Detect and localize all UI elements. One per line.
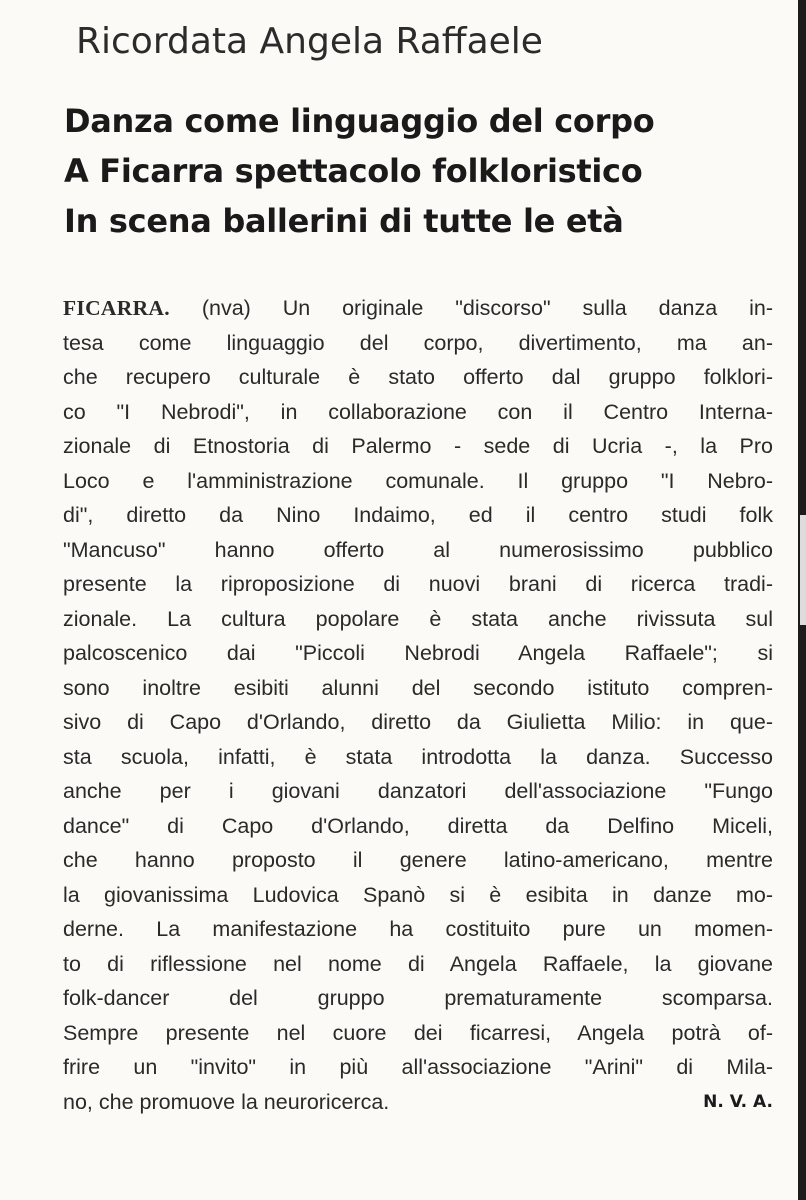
article-line-text: (nva) Un originale "discorso" sulla danza in- bbox=[169, 296, 773, 320]
article-body bbox=[63, 291, 773, 1119]
scan-edge bbox=[798, 0, 806, 1200]
byline: N. V. A. bbox=[703, 1091, 773, 1112]
article-line: Sempre presente nel cuore dei ficarresi, Angela potrà of- bbox=[63, 1020, 773, 1045]
article-line: di", diretto da Nino Indaimo, ed il centro studi folk bbox=[63, 503, 773, 527]
article-line: anche per i giovani danzatori dell'associazione "Fungo bbox=[63, 779, 773, 803]
article-line: zionale. La cultura popolare è stata anche rivissuta sul bbox=[63, 606, 773, 631]
article-line: sivo di Capo d'Orlando, diretto da Giulietta Milio: in que- bbox=[63, 710, 773, 734]
article-line: zionale di Etnostoria di Palermo - sede di Ucria -, la Pro bbox=[63, 434, 773, 458]
scan-edge-notch bbox=[800, 515, 806, 625]
article-line-text: no, che promuove la neuroricerca. bbox=[63, 1089, 390, 1114]
headline-line: In scena ballerini di tutte le età bbox=[64, 202, 624, 240]
article-line: co "I Nebrodi", in collaborazione con il Centro Interna- bbox=[63, 399, 773, 424]
article-line: sono inoltre esibiti alunni del secondo istituto compren- bbox=[63, 675, 773, 700]
article-line: presente la riproposizione di nuovi brani di ricerca tradi- bbox=[63, 572, 773, 596]
headline-line: A Ficarra spettacolo folkloristico bbox=[64, 152, 643, 190]
article-line: "Mancuso" hanno offerto al numerosissimo pubblico bbox=[63, 537, 773, 562]
article-line: tesa come linguaggio del corpo, divertimento, ma an- bbox=[63, 330, 773, 355]
article-line: frire un "invito" in più all'associazione "Arini" di Mila- bbox=[63, 1055, 773, 1079]
article-line: to di riflessione nel nome di Angela Raffaele, la giovane bbox=[63, 951, 773, 976]
dateline: FICARRA. bbox=[63, 296, 170, 320]
article-line: palcoscenico dai "Piccoli Nebrodi Angela Raffaele"; si bbox=[63, 641, 773, 665]
headline bbox=[64, 96, 764, 246]
article-line: sta scuola, infatti, è stata introdotta la danza. Successo bbox=[63, 744, 773, 769]
article-line: dance" di Capo d'Orlando, diretta da Delfino Miceli, bbox=[63, 813, 773, 838]
article-last-line bbox=[63, 1085, 773, 1120]
article-line: che recupero culturale è stato offerto dal gruppo folklori- bbox=[63, 365, 773, 389]
article-line: la giovanissima Ludovica Spanò si è esibita in danze mo- bbox=[63, 882, 773, 907]
article-line: derne. La manifestazione ha costituito pure un momen- bbox=[63, 917, 773, 941]
article-line: che hanno proposto il genere latino-americano, mentre bbox=[63, 848, 773, 872]
article-line bbox=[63, 291, 773, 326]
article-line: Loco e l'amministrazione comunale. Il gruppo "I Nebro- bbox=[63, 468, 773, 493]
headline-line: Danza come linguaggio del corpo bbox=[64, 102, 655, 140]
kicker: Ricordata Angela Raffaele bbox=[76, 21, 543, 62]
article-line: folk-dancer del gruppo prematuramente scomparsa. bbox=[63, 986, 773, 1010]
